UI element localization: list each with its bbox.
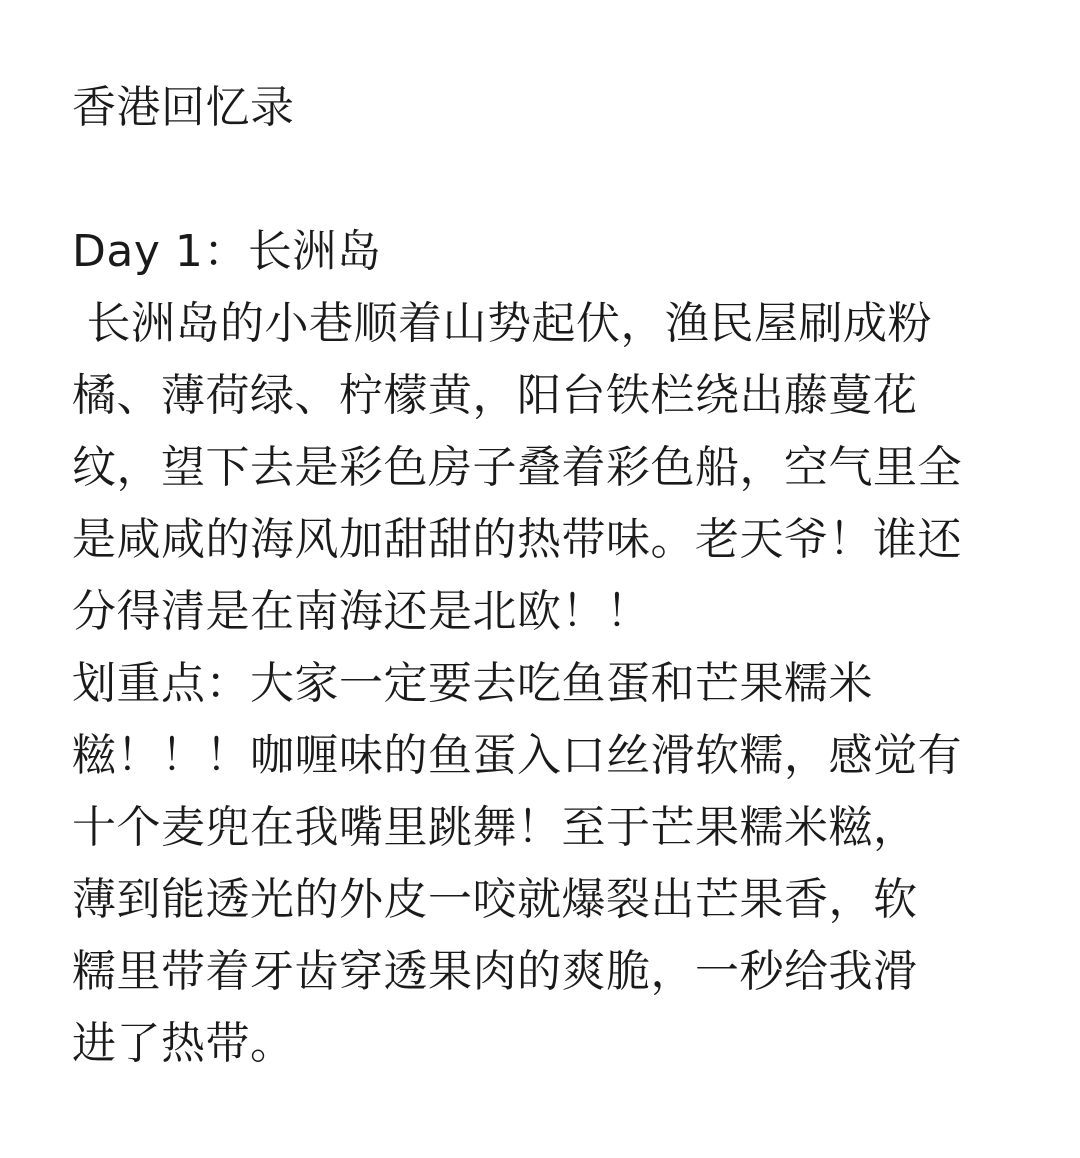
text-line: 长洲岛的小巷顺着山势起伏，渔民屋刷成粉 <box>72 298 932 349</box>
text-line: 纹，望下去是彩色房子叠着彩色船，空气里全 <box>72 442 962 493</box>
text-line: 分得清是在南海还是北欧！！ <box>72 586 651 637</box>
text-line: 十个麦兜在我嘴里跳舞！至于芒果糯米糍， <box>72 802 918 853</box>
text-line: 糍！！！咖喱味的鱼蛋入口丝滑软糯，感觉有 <box>72 730 962 781</box>
note-title: 香港回忆录 <box>72 82 295 133</box>
blank-line <box>72 144 1008 216</box>
text-line: 橘、薄荷绿、柠檬黄，阳台铁栏绕出藤蔓花 <box>72 370 918 421</box>
text-line: 进了热带。 <box>72 1018 295 1069</box>
text-line: 划重点：大家一定要去吃鱼蛋和芒果糯米 <box>72 658 873 709</box>
text-line: 薄到能透光的外皮一咬就爆裂出芒果香，软 <box>72 874 918 925</box>
text-line: 是咸咸的海风加甜甜的热带味。老天爷！谁还 <box>72 514 962 565</box>
day-heading: Day 1：长洲岛 <box>72 226 382 277</box>
text-line: 糯里带着牙齿穿透果肉的爽脆，一秒给我滑 <box>72 946 918 997</box>
note-body <box>72 72 1008 1080</box>
